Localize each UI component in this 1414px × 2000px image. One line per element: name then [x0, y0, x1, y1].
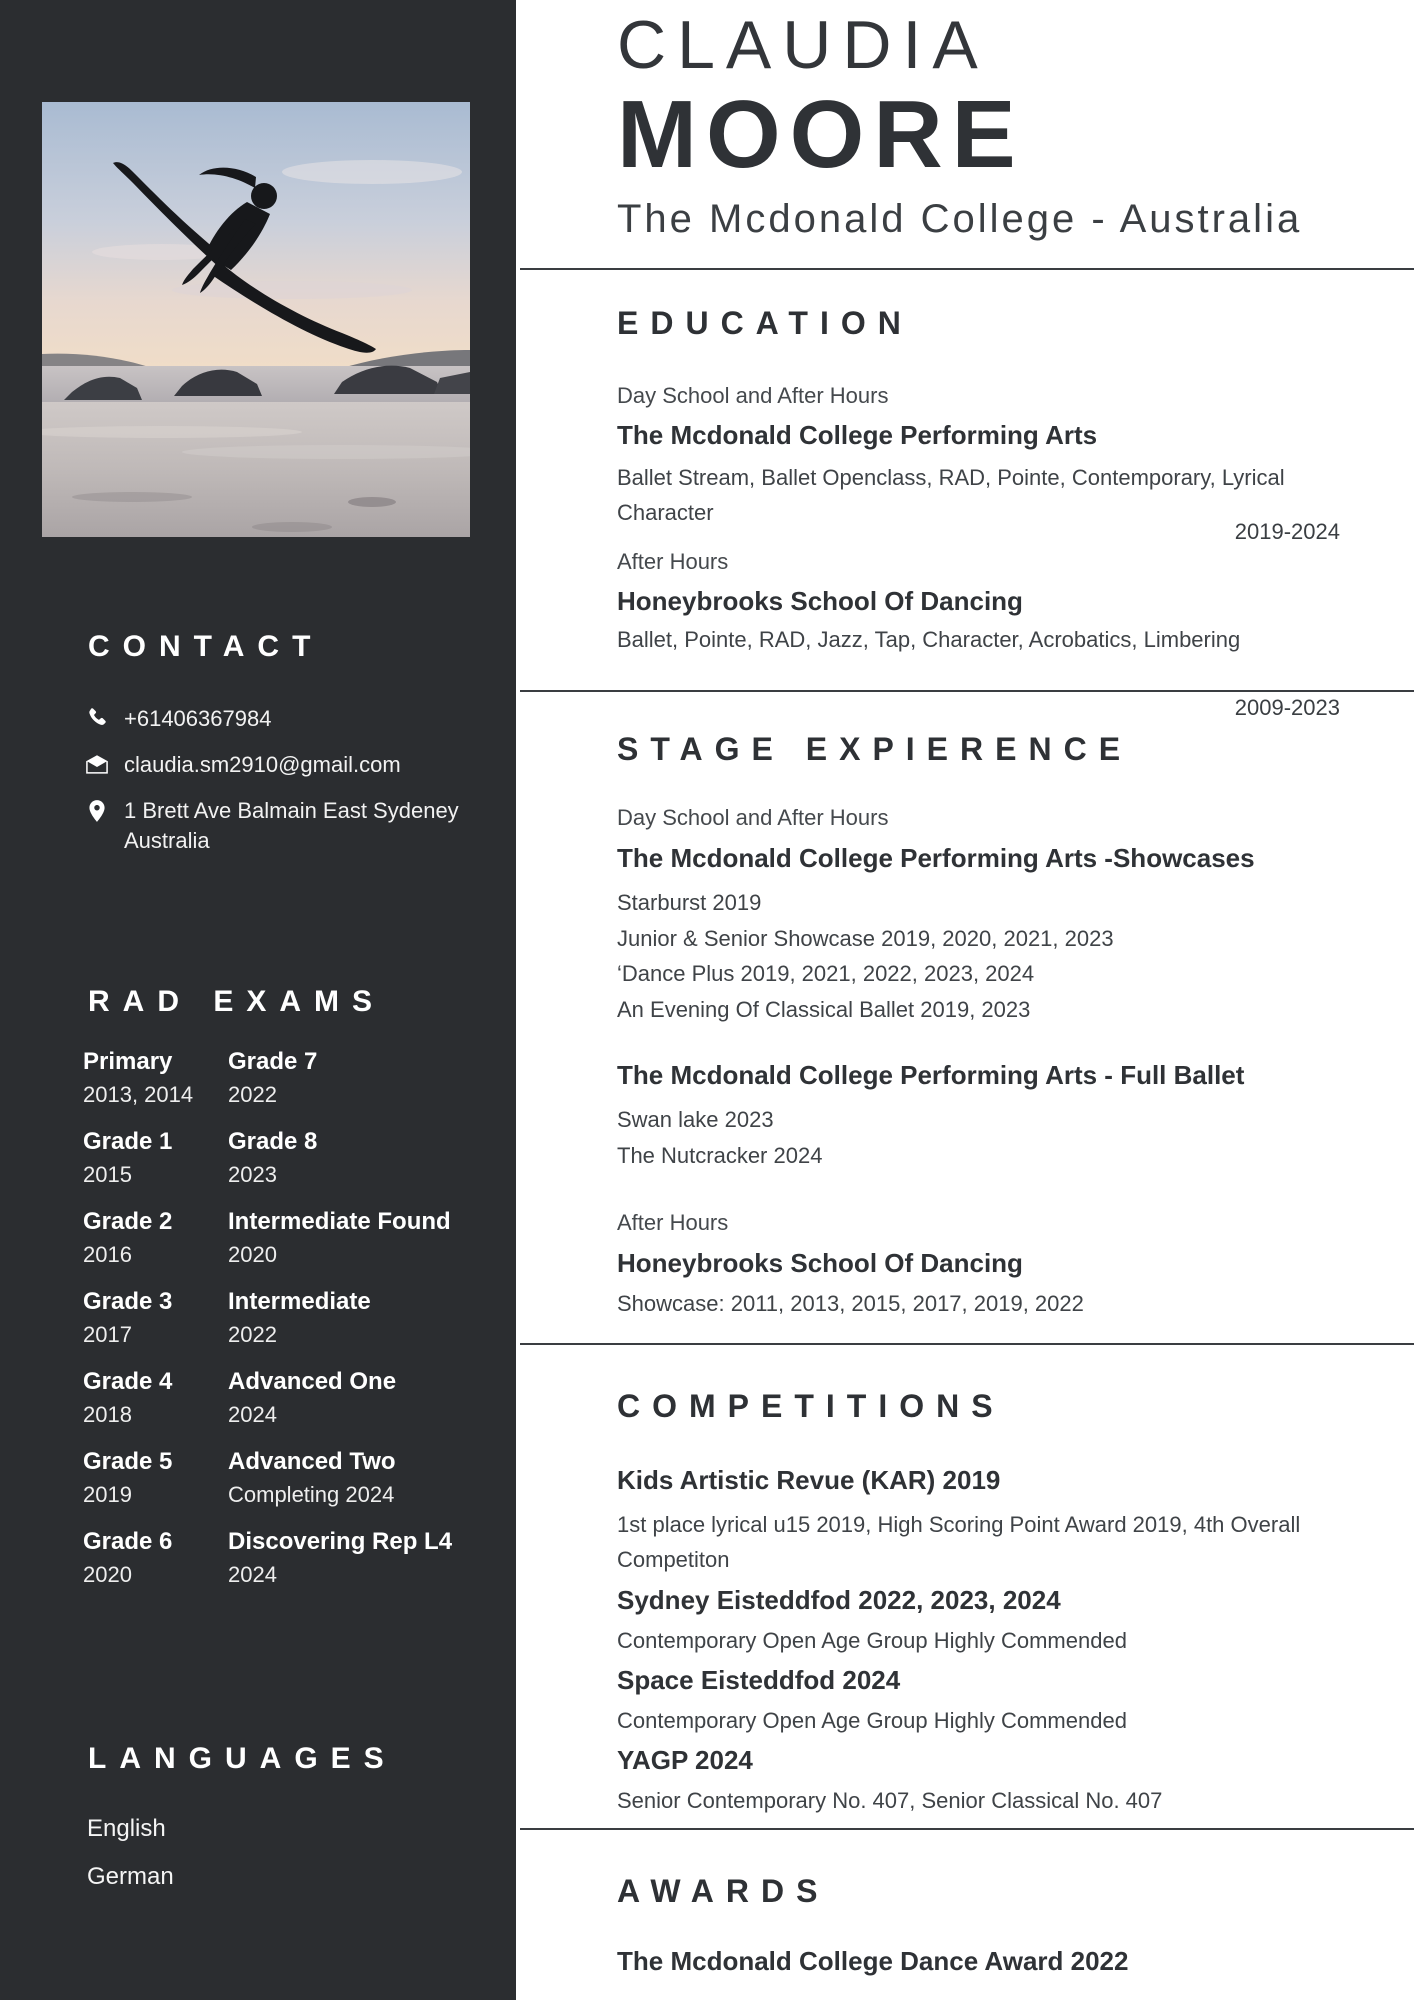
competition-result: Senior Contemporary No. 407, Senior Classical No. 407 [617, 1788, 1163, 1813]
rad-exam-item: Primary 2013, 2014 [83, 1048, 194, 1107]
rad-exam-item: Grade 4 2018 [83, 1368, 173, 1427]
contact-section [0, 630, 516, 872]
education-details: Ballet, Pointe, RAD, Jazz, Tap, Character, Acrobatics, Limbering [617, 627, 1241, 652]
rad-exam-item: Intermediate 2022 [228, 1288, 371, 1347]
rad-exam-item: Grade 1 2015 [83, 1128, 173, 1187]
languages-section [0, 1742, 516, 1910]
rad-exam-item: Grade 2 2016 [83, 1208, 173, 1267]
stage-line: The Nutcracker 2024 [617, 1142, 823, 1168]
photo-cloud [282, 160, 462, 184]
stage-line: Showcase: 2011, 2013, 2015, 2017, 2019, 2022 [617, 1291, 1084, 1316]
competitions-title: COMPETITIONS [617, 1388, 1005, 1424]
education-period: 2009-2023 [1234, 695, 1340, 720]
photo-sand [42, 402, 470, 537]
rad-exams-section [0, 985, 516, 1588]
education-context: Day School and After Hours [617, 383, 889, 408]
stage-line: An Evening Of Classical Ballet 2019, 2023 [617, 996, 1031, 1022]
stage-experience-title: STAGE EXPIERENCE [617, 731, 1133, 767]
awards-title: AWARDS [617, 1873, 830, 1909]
rad-exam-item: Grade 5 2019 [83, 1448, 173, 1507]
education-title: EDUCATION [617, 305, 913, 341]
education-section [617, 292, 1340, 654]
competitions-section [617, 1367, 1340, 1815]
rad-exam-item: Advanced One 2024 [228, 1368, 397, 1427]
stage-lines [617, 1102, 1340, 1173]
education-school: Honeybrooks School Of Dancing [617, 586, 1023, 616]
contact-phone: +61406367984 [124, 706, 272, 731]
stage-line: Starburst 2019 [617, 890, 762, 915]
stage-experience-section [617, 690, 1340, 1318]
stage-lines [617, 885, 1340, 1027]
divider [520, 268, 1414, 270]
contact-address: 1 Brett Ave Balmain East Sydeney Australia [124, 798, 459, 853]
rad-exam-item: Discovering Rep L4 2024 [228, 1528, 453, 1587]
stage-group-name: Honeybrooks School Of Dancing [617, 1248, 1023, 1278]
stage-group-name: The Mcdonald College Performing Arts -Showcases [617, 843, 1255, 873]
contact-title: CONTACT [88, 630, 324, 663]
first-name: CLAUDIA [617, 7, 989, 83]
sidebar [0, 0, 516, 2000]
location-pin-icon [84, 798, 110, 824]
rad-exam-item: Intermediate Found 2020 [228, 1208, 451, 1267]
education-context: After Hours [617, 549, 729, 574]
divider [520, 1343, 1414, 1345]
rad-exam-item: Grade 3 2017 [83, 1288, 173, 1347]
competition-name: Kids Artistic Revue (KAR) 2019 [617, 1465, 1001, 1495]
rad-exam-item: Grade 7 2022 [228, 1048, 318, 1107]
header-subtitle: The Mcdonald College - Australia [617, 197, 1303, 242]
stage-line: ‘Dance Plus 2019, 2021, 2022, 2023, 2024 [617, 961, 1035, 986]
rad-exam-item: Grade 8 2023 [228, 1128, 318, 1187]
rad-exams-grid [83, 1047, 506, 1588]
contact-email: claudia.sm2910@gmail.com [124, 752, 401, 777]
competition-name: YAGP 2024 [617, 1745, 753, 1775]
competition-result: 1st place lyrical u15 2019, High Scoring Point Award 2019, 4th Overall Competiton [617, 1512, 1301, 1572]
stage-context: After Hours [617, 1210, 729, 1235]
languages-title: LANGUAGES [88, 1742, 397, 1775]
stage-context: Day School and After Hours [617, 805, 889, 830]
last-name: MOORE [617, 81, 1025, 189]
divider [520, 1828, 1414, 1830]
competition-name: Space Eisteddfod 2024 [617, 1665, 901, 1695]
awards-section [617, 1852, 1340, 1976]
competition-name: Sydney Eisteddfod 2022, 2023, 2024 [617, 1585, 1061, 1615]
contact-row-address [84, 796, 516, 856]
language-item: German [87, 1863, 174, 1890]
competition-result: Contemporary Open Age Group Highly Commended [617, 1708, 1127, 1733]
contact-row-email [84, 750, 516, 780]
education-period: 2019-2024 [1234, 519, 1340, 544]
email-icon [84, 752, 110, 778]
rad-exam-item: Grade 6 2020 [83, 1528, 173, 1587]
stage-line: Junior & Senior Showcase 2019, 2020, 2021, 2023 [617, 925, 1114, 951]
rad-exams-title: RAD EXAMS [88, 985, 386, 1018]
phone-icon [84, 706, 110, 732]
language-item: English [87, 1815, 166, 1842]
rad-exam-item: Advanced Two Completing 2024 [228, 1448, 396, 1507]
stage-line: Swan lake 2023 [617, 1107, 774, 1132]
education-details: Ballet Stream, Ballet Openclass, RAD, Pointe, Contemporary, Lyrical Character [617, 465, 1285, 525]
stage-group-name: The Mcdonald College Performing Arts - Full Ballet [617, 1060, 1245, 1090]
contact-row-phone [84, 704, 516, 734]
header [617, 7, 1303, 242]
award-name: The Mcdonald College Dance Award 2022 [617, 1946, 1129, 1976]
dancer-photo [42, 102, 470, 537]
competition-result: Contemporary Open Age Group Highly Commended [617, 1628, 1127, 1653]
education-school: The Mcdonald College Performing Arts [617, 420, 1098, 450]
